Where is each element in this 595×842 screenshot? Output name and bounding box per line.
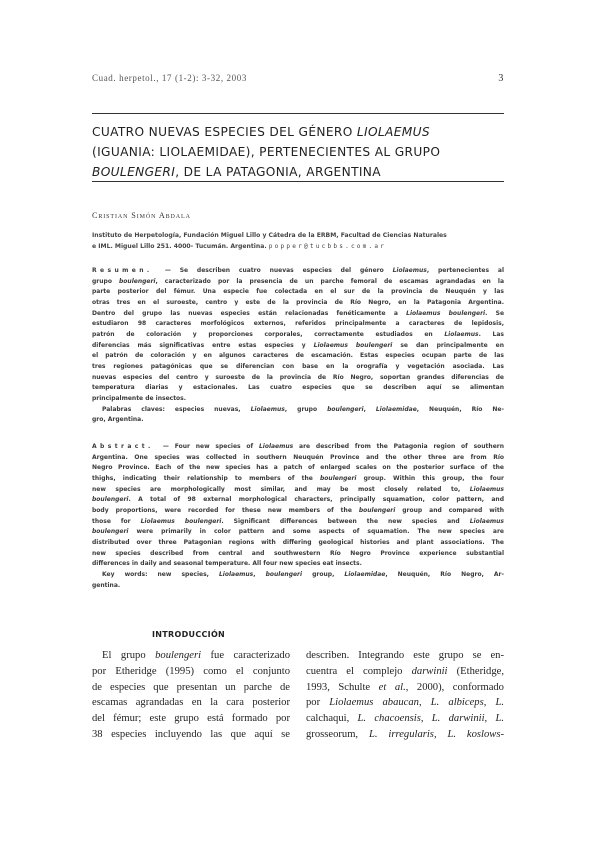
intro-left-line: por Etheridge (1995) como el conjunto [92, 665, 290, 677]
abstract-line: those for Liolaemus boulengeri. Significant differences between the new species and Liolaemus [92, 517, 505, 525]
abstract-line: thighs, indicating their relationship to members of the boulengeri group. Within this group, the four [92, 474, 504, 482]
intro-right-line: describen. Integrando este grupo se en- [306, 650, 504, 661]
resumen-keywords-line: gro, Argentina. [92, 416, 144, 424]
resumen-line: tres regiones patagónicas que se diferencian con base en la orografía y vegetación asociada. Las [92, 362, 504, 370]
abstract-line: new species described from central and southwestern Río Negro Province experience substantial [92, 549, 504, 557]
page-number: 3 [498, 73, 504, 84]
title-bottom-rule [92, 181, 504, 182]
title-line-3: BOULENGERI, DE LA PATAGONIA, ARGENTINA [92, 165, 381, 179]
intro-left-line: del fémur; este grupo está formado por [92, 713, 290, 725]
intro-right-line: por Liolaemus abaucan, L. albiceps, L. [306, 697, 505, 709]
resumen-line: Dentro del grupo las nuevas especies están relacionadas fenéticamente a Liolaemus boulengeri. Se [92, 309, 505, 317]
resumen-line: Resumen. — Se describen cuatro nuevas especies del género Liolaemus, pertenecientes al [92, 267, 504, 274]
abstract-line: boulengeri. A total of 98 external morphological characters, principally squamation, color pattern, and [92, 496, 504, 504]
abstract-line: distributed over three Patagonian regions with differing geological histories and plant associations. The [92, 538, 504, 546]
resumen-line: otras tres en el suroeste, centro y este de la provincia de Río Negro, en la Patagonia Argentina. [92, 298, 504, 306]
abstract-keywords-line: gentina. [92, 581, 121, 589]
resumen-line: estudiaron 98 caracteres morfológicos externos, referidos principalmente a caracteres de lepidosis, [92, 320, 504, 328]
abstract-block [92, 442, 504, 591]
intro-right-line: calchaqui, L. chacoensis, L. darwinii, L. [306, 713, 505, 725]
title-top-rule [92, 113, 504, 114]
affiliation-line-2: e IML. Miguel Lillo 251. 4000- Tucumán. Argentina. popper@tucbbs.com.ar [92, 243, 387, 250]
abstract-keywords-line: Key words: new species, Liolaemus, boulengeri group, Liolaemidae, Neuquén, Río Negro, Ar- [102, 570, 505, 578]
abstract-line: boulengeri were primarily in color pattern and some aspects of squamation. The new species are [92, 528, 504, 536]
author-affiliation [92, 230, 504, 252]
running-header [92, 73, 504, 87]
abstract-line: differences in daily and seasonal temperature. All four new species eat insects. [92, 560, 362, 568]
resumen-keywords-line: Palabras claves: especies nuevas, Liolaemus, grupo boulengeri, Liolaemidae, Neuquén, Río Ne- [102, 405, 504, 413]
intro-column-left [92, 648, 290, 743]
title-line-2: (IGUANIA: LIOLAEMIDAE), PERTENECIENTES AL GRUPO [92, 145, 441, 159]
resumen-line: principalmente de insectos. [92, 394, 187, 402]
intro-left-line: 38 especies incluyendo las que aquí se [92, 728, 290, 740]
resumen-line: temperatura diarias y estacionales. Las cuatro especies que se describen aquí se alimentan [92, 384, 504, 392]
abstract-line: Abstract. — Four new species of Liolaemus are described from the Patagonia region of southern [92, 443, 504, 450]
intro-left-line: El grupo boulengeri fue caracterizado [102, 650, 290, 661]
intro-column-right [306, 648, 504, 743]
article-title [92, 122, 504, 182]
intro-left-line: escamas agrandadas en la cara posterior [92, 697, 290, 709]
abstract-line: Negro Province. Each of the new species has a patch of enlarged scales on the posterior surface of the [92, 464, 504, 472]
intro-left-line: de especies que presentan un parche de [92, 681, 290, 693]
resumen-line: nuevas especies del centro y suroeste de la provincia de Río Negro, soportan grandes diferencias de [92, 373, 504, 381]
resumen-label: Resumen. [92, 267, 165, 274]
resumen-line: patrón de coloración y proporciones corporales, correctamente estudiados en Liolaemus. Las [92, 330, 504, 338]
abstract-line: body proportions, were recorded for these new members of the boulengeri group and compared with [92, 506, 505, 514]
affiliation-line-1: Instituto de Herpetología, Fundación Miguel Lillo y Cátedra de la ERBM, Facultad de Ciencias Naturales [92, 232, 447, 239]
intro-right-line: 1993, Schulte et al., 2000), conformado [306, 681, 504, 693]
abstract-line: new species are morphologically most similar, and may be most closely related to, Liolaemus [92, 485, 504, 493]
intro-right-line: cuentra el complejo darwinii (Etheridge, [306, 665, 504, 677]
resumen-line: parte posterior del fémur. Una especie fue colectada en el sur de la provincia de Neuquén y las [92, 288, 504, 296]
abstract-line: Argentina. One species was collected in southern Neuquén Province and the other three are from Río [92, 453, 504, 461]
author-name: Cristian Simón Abdala [92, 211, 191, 220]
resumen-block [92, 266, 504, 426]
resumen-line: diferencias más significativas entre estas especies y Liolaemus boulengeri se dan principalmente en [92, 341, 505, 349]
journal-citation: Cuad. herpetol., 17 (1-2): 3-32, 2003 [92, 73, 247, 83]
intro-right-line: grosseorum, L. irregularis, L. koslows- [306, 728, 504, 740]
resumen-line: grupo boulengeri, caracterizado por la presencia de un parche femoral de escamas agrandadas en la [92, 277, 504, 285]
resumen-line: el patrón de coloración y en algunos caracteres de escamación. Estas especies ocupan parte de las [92, 352, 504, 360]
title-line-1: CUATRO NUEVAS ESPECIES DEL GÉNERO LIOLAEMUS [92, 125, 431, 139]
author-email: popper@tucbbs.com.ar [268, 243, 387, 250]
abstract-label: Abstract. [92, 443, 163, 450]
section-heading-introduccion: INTRODUCCIÓN [152, 630, 226, 639]
